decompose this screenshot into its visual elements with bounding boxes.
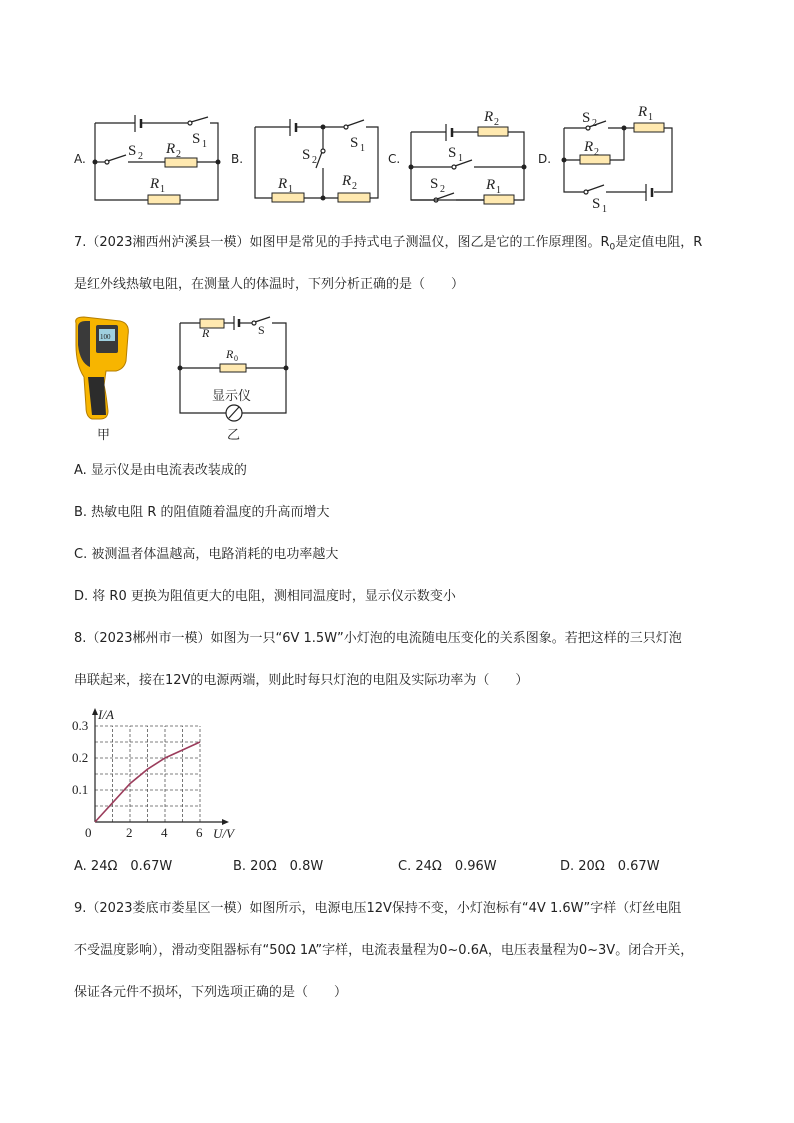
svg-text:R: R [166,141,176,157]
svg-text:1: 1 [496,185,501,196]
svg-text:R: R [584,139,594,155]
x-tick-label: 2 [126,825,133,840]
label-s1: S [192,131,201,147]
svg-text:1: 1 [458,153,463,164]
svg-text:S: S [592,196,601,212]
label-yi: 乙 [227,428,241,443]
q6-option-d-label: D. [538,152,552,166]
x-tick-label: 4 [161,825,168,840]
svg-text:显示仪: 显示仪 [212,388,252,403]
svg-text:S: S [582,110,591,126]
svg-text:S: S [430,176,439,192]
q9-stem-line1: 9.（2023娄底市娄星区一模）如图所示，电源电压12V保持不变，小灯泡标有“4V 1.6W”字样（灯丝电阻 [74,901,682,916]
q6-option-a-label: A. [74,152,86,166]
q6-circuit-a [90,105,225,205]
svg-text:1: 1 [648,112,653,123]
svg-text:2: 2 [312,155,317,166]
q8-option-c[interactable]: C. 24Ω 0.96W [398,859,497,874]
svg-text:2: 2 [138,151,143,162]
q6-circuit-c [406,105,531,205]
q6-circuit-b [250,105,385,205]
svg-text:2: 2 [494,117,499,128]
svg-text:R: R [226,347,234,361]
q8-option-a[interactable]: A. 24Ω 0.67W [74,859,173,874]
q6-option-c-label: C. [388,152,401,166]
q7-stem-line1: 7.（2023湘西州泸溪县一模）如图甲是常见的手持式电子测温仪，图乙是它的工作原理图。$R_0$是定值电阻，R [74,235,703,253]
q9-stem-line3: 保证各元件不损坏，下列选项正确的是（ ） [74,985,348,1000]
label-jia: 甲 [97,428,111,443]
svg-text:R: R [638,104,648,120]
svg-text:1: 1 [202,139,207,150]
iu-chart [70,700,250,845]
q8-stem-line2: 串联起来，接在12V的电源两端，则此时每只灯泡的电阻及实际功率为（ ） [74,673,529,688]
svg-text:S: S [302,147,311,163]
x-axis-label: U/V [213,826,234,841]
svg-text:R: R [202,326,210,340]
svg-text:S: S [258,323,265,337]
svg-text:R: R [342,173,352,189]
q9-stem-line2: 不受温度影响），滑动变阻器标有“50Ω 1A”字样，电流表量程为0~0.6A，电压表量程为0~3V。闭合开关， [74,943,694,958]
q6-option-b-label: B. [231,152,244,166]
svg-text:1: 1 [360,143,365,154]
svg-text:S: S [350,135,359,151]
q7-option-b[interactable]: B. 热敏电阻 R 的阻值随着温度的升高而增大 [74,505,330,520]
svg-text:1: 1 [160,184,165,195]
svg-text:1: 1 [288,184,293,195]
svg-text:2: 2 [352,181,357,192]
svg-text:100: 100 [100,333,111,341]
svg-text:1: 1 [602,204,607,215]
q8-option-b[interactable]: B. 20Ω 0.8W [233,859,324,874]
svg-text:R: R [150,176,160,192]
svg-text:2: 2 [592,118,597,129]
svg-text:2: 2 [440,184,445,195]
svg-text:R: R [484,109,494,125]
x-tick-label: 0 [85,825,92,840]
svg-text:2: 2 [594,147,599,158]
y-axis-label: I/A [98,707,114,722]
svg-text:2: 2 [176,149,181,160]
y-tick-label: 0.3 [72,718,89,733]
q6-circuit-d [556,100,681,215]
svg-text:R: R [278,176,288,192]
q7-option-a[interactable]: A. 显示仪是由电流表改装成的 [74,463,247,478]
y-tick-label: 0.1 [72,782,89,797]
label-s2: S [128,143,137,159]
x-axis-arrow [222,819,229,825]
q8-stem-line1: 8.（2023郴州市一模）如图为一只“6V 1.5W”小灯泡的电流随电压变化的关系图象。若把这样的三只灯泡 [74,631,682,646]
q8-option-d[interactable]: D. 20Ω 0.67W [560,859,660,874]
svg-text:S: S [448,145,457,161]
y-tick-label: 0.2 [72,750,89,765]
q7-option-c[interactable]: C. 被测温者体温越高，电路消耗的电功率越大 [74,547,339,562]
svg-text:R: R [486,177,496,193]
q7-circuit-yi [178,318,293,418]
q7-option-d[interactable]: D. 将 R0 更换为阻值更大的电阻，测相同温度时，显示仪示数变小 [74,589,456,604]
x-tick-label: 6 [196,825,203,840]
svg-text:0: 0 [234,354,238,363]
thermometer-gun-image [70,315,140,425]
q7-stem-line2: 是红外线热敏电阻，在测量人的体温时，下列分析正确的是（ ） [74,277,465,292]
